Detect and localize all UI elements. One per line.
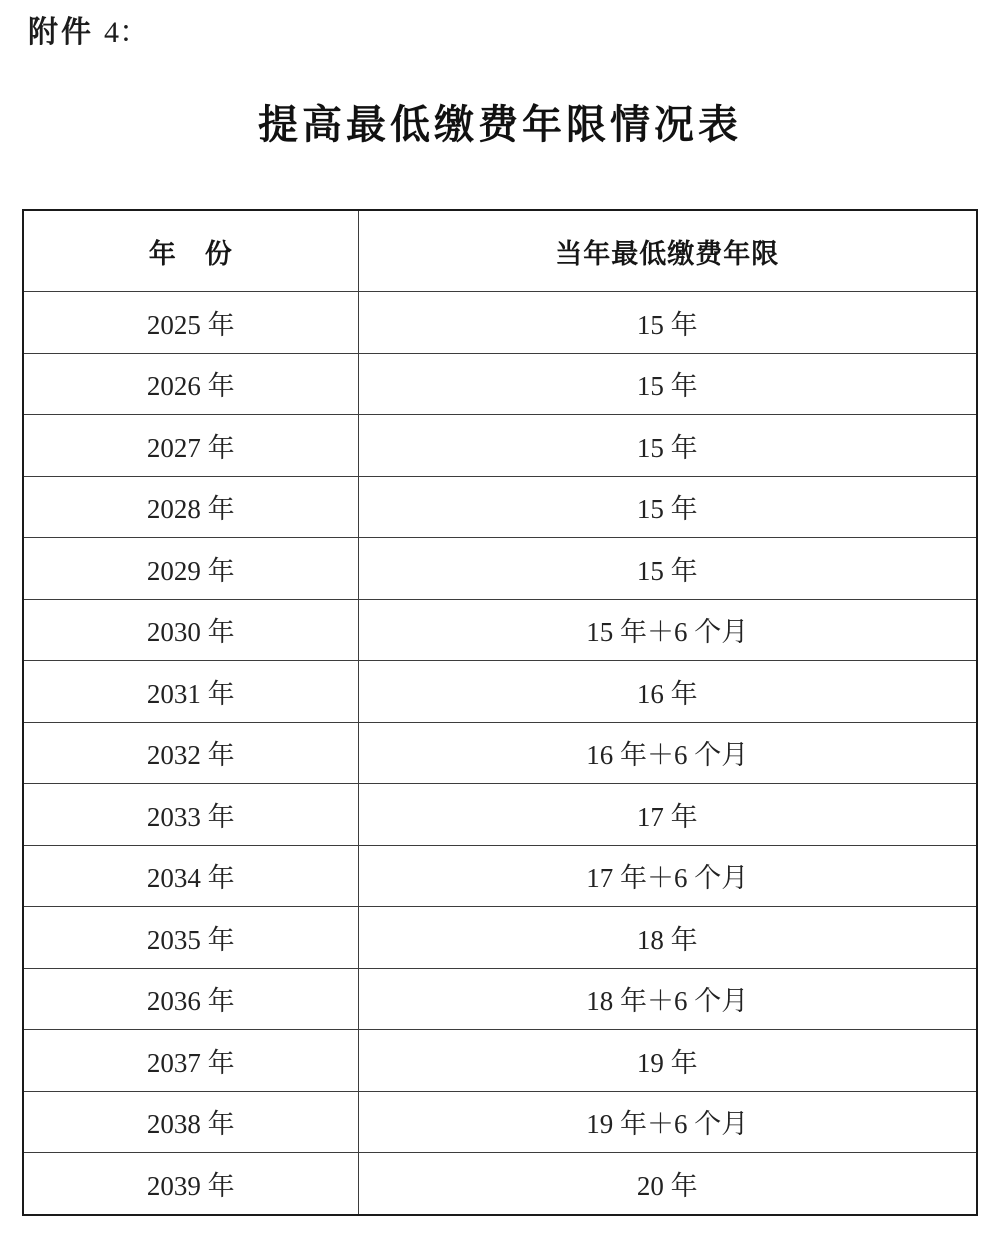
header-row	[23, 210, 977, 292]
min-years-cell: 19 年＋6 个月	[358, 1091, 977, 1153]
min-years-cell: 15 年	[358, 538, 977, 600]
table-row	[23, 476, 977, 538]
year-cell: 2032 年	[23, 722, 358, 784]
year-cell: 2025 年	[23, 292, 358, 354]
table-row	[23, 353, 977, 415]
header-year: 年 份	[23, 210, 358, 292]
min-years-cell: 15 年	[358, 292, 977, 354]
table-row	[23, 1030, 977, 1092]
pension-table	[22, 209, 978, 1216]
table-row	[23, 1153, 977, 1215]
min-years-cell: 15 年	[358, 353, 977, 415]
year-cell: 2030 年	[23, 599, 358, 661]
table-row	[23, 907, 977, 969]
table-row	[23, 415, 977, 477]
attachment-number: 4：	[104, 16, 149, 49]
min-years-cell: 16 年＋6 个月	[358, 722, 977, 784]
header-min-years: 当年最低缴费年限	[358, 210, 977, 292]
page-title: 提高最低缴费年限情况表	[258, 102, 742, 147]
year-cell: 2027 年	[23, 415, 358, 477]
min-years-cell: 20 年	[358, 1153, 977, 1215]
table-row	[23, 722, 977, 784]
year-cell: 2035 年	[23, 907, 358, 969]
min-years-cell: 17 年＋6 个月	[358, 845, 977, 907]
table-row	[23, 538, 977, 600]
table-body	[23, 292, 977, 1215]
min-years-cell: 19 年	[358, 1030, 977, 1092]
year-cell: 2034 年	[23, 845, 358, 907]
min-years-cell: 18 年	[358, 907, 977, 969]
attachment-label-text: 附件	[28, 16, 94, 49]
year-cell: 2033 年	[23, 784, 358, 846]
table-row	[23, 292, 977, 354]
table-header	[23, 210, 977, 292]
min-years-cell: 15 年	[358, 476, 977, 538]
table-row	[23, 661, 977, 723]
min-years-cell: 16 年	[358, 661, 977, 723]
year-cell: 2028 年	[23, 476, 358, 538]
min-years-cell: 18 年＋6 个月	[358, 968, 977, 1030]
table-row	[23, 968, 977, 1030]
table-row	[23, 1091, 977, 1153]
table-row	[23, 784, 977, 846]
year-cell: 2031 年	[23, 661, 358, 723]
year-cell: 2026 年	[23, 353, 358, 415]
pension-table-container	[22, 209, 976, 1216]
table-row	[23, 845, 977, 907]
min-years-cell: 15 年＋6 个月	[358, 599, 977, 661]
year-cell: 2036 年	[23, 968, 358, 1030]
table-row	[23, 599, 977, 661]
min-years-cell: 17 年	[358, 784, 977, 846]
year-cell: 2038 年	[23, 1091, 358, 1153]
year-cell: 2029 年	[23, 538, 358, 600]
year-cell: 2037 年	[23, 1030, 358, 1092]
min-years-cell: 15 年	[358, 415, 977, 477]
attachment-label	[28, 14, 149, 52]
year-cell: 2039 年	[23, 1153, 358, 1215]
